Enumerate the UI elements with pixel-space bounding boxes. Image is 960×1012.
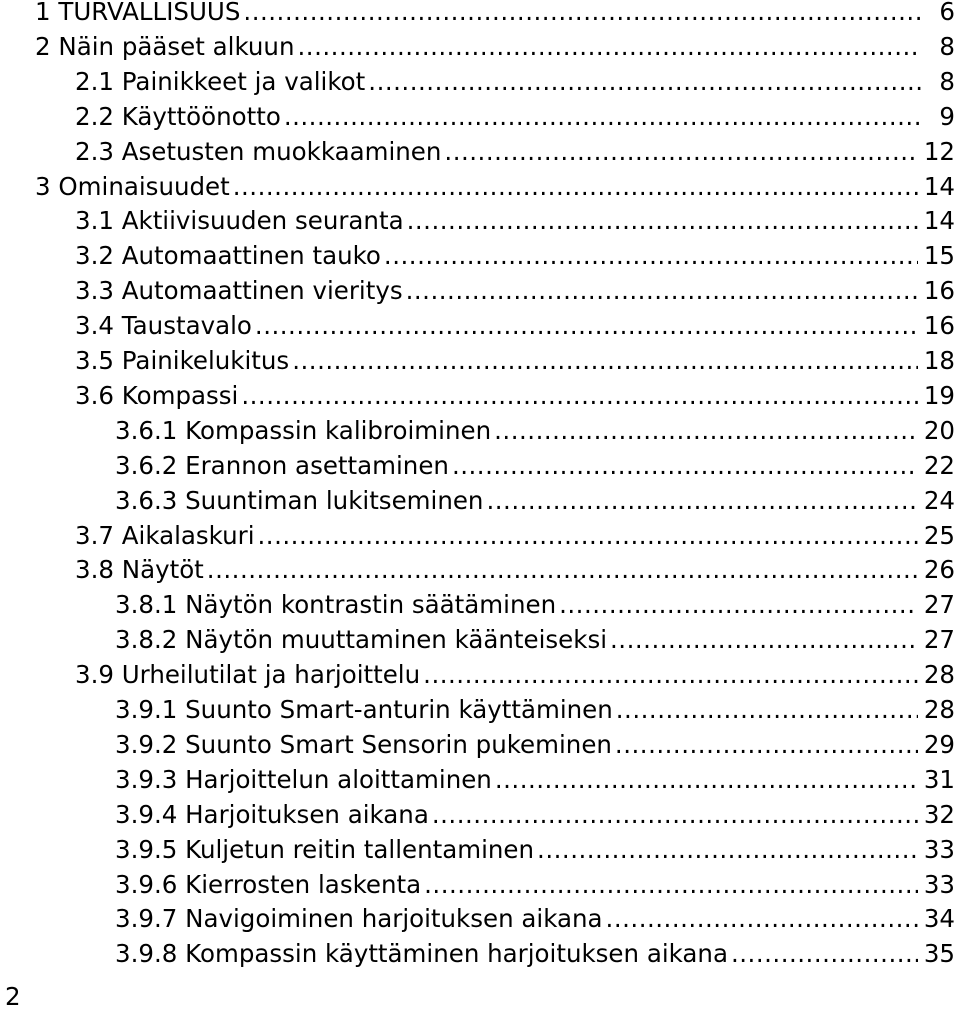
toc-entry-page: 8 [939,66,955,96]
dot-leader [452,451,918,481]
toc-entry-title: 2.1 Painikkeet ja valikot [75,66,366,96]
toc-entry-page: 33 [923,834,955,864]
toc-entry[interactable] [115,416,955,446]
toc-entry[interactable] [75,67,955,97]
toc-entry[interactable] [115,590,955,620]
toc-entry-page: 15 [923,241,955,271]
toc-entry-page: 22 [923,450,955,480]
dot-leader [537,835,918,865]
toc-entry[interactable] [115,695,955,725]
toc-entry[interactable] [115,765,955,795]
toc-entry[interactable] [75,521,955,551]
toc-entry[interactable] [75,311,955,341]
toc-entry[interactable] [115,939,955,969]
toc-entry-title: 3.3 Automaattinen vieritys [75,276,403,306]
dot-leader [444,137,917,167]
toc-entry-page: 27 [923,625,955,655]
toc-entry[interactable] [75,206,955,236]
toc-entry[interactable] [75,346,955,376]
dot-leader [368,67,921,97]
dot-leader [615,730,918,760]
toc-entry[interactable] [75,276,955,306]
toc-entry[interactable] [115,451,955,481]
toc-entry-page: 6 [939,0,955,26]
dot-leader [258,521,918,551]
toc-entry[interactable] [35,0,955,27]
toc-entry[interactable] [115,486,955,516]
toc-entry-page: 34 [923,904,955,934]
toc-entry[interactable] [75,555,955,585]
toc-entry-page: 24 [923,485,955,515]
toc-entry-page: 26 [923,555,955,585]
toc-entry[interactable] [115,800,955,830]
toc-entry-title: 3.5 Painikelukitus [75,346,290,375]
toc-entry-title: 3.6 Kompassi [75,380,239,410]
dot-leader [559,590,918,620]
dot-leader [610,625,918,655]
toc-entry-page: 27 [923,590,955,620]
toc-entry-page: 9 [939,101,955,131]
toc-entry-title: 3.9.1 Suunto Smart-anturin käyttäminen [115,695,613,724]
toc-entry[interactable] [115,730,955,760]
toc-entry-page: 19 [923,380,955,410]
toc-entry-page: 29 [923,729,955,759]
toc-entry[interactable] [115,835,955,865]
dot-leader [432,800,918,830]
toc-entry-page: 28 [923,660,955,690]
toc-entry-title: 3.6.1 Kompassin kalibroiminen [115,415,492,445]
dot-leader [486,486,917,516]
toc-entry-title: 3.1 Aktiivisuuden seuranta [75,206,404,236]
dot-leader [284,102,921,132]
toc-entry-title: 3.9.8 Kompassin käyttäminen harjoituksen aikana [115,939,728,969]
dot-leader [255,311,918,341]
dot-leader [424,870,918,900]
toc-entry-page: 16 [923,276,955,306]
dot-leader [243,0,921,27]
toc-entry-page: 35 [923,939,955,969]
toc-entry-title: 1 TURVALLISUUS [35,0,241,26]
toc-entry-title: 3.4 Taustavalo [75,311,252,341]
toc-entry-title: 3.9.4 Harjoituksen aikana [115,799,429,829]
dot-leader [207,555,918,585]
toc-entry-title: 3.9 Urheilutilat ja harjoittelu [75,660,421,690]
dot-leader [495,765,918,795]
toc-entry-page: 8 [939,31,955,61]
dot-leader [616,695,918,725]
toc-entry[interactable] [115,870,955,900]
dot-leader [494,416,918,446]
toc-entry-page: 18 [923,346,955,375]
dot-leader [292,346,918,376]
toc-entry[interactable] [75,137,955,167]
toc-entry-title: 2 Näin pääset alkuun [35,31,295,61]
toc-entry-title: 3.9.6 Kierrosten laskenta [115,869,422,899]
dot-leader [407,206,918,236]
toc-entry-title: 2.2 Käyttöönotto [75,101,281,131]
dot-leader [406,276,918,306]
toc-entry-title: 3.7 Aikalaskuri [75,520,255,550]
toc-entry-title: 3.8.2 Näytön muuttaminen käänteiseksi [115,625,608,655]
page-number: 2 [5,982,21,1011]
toc-entry-title: 3.6.3 Suuntiman lukitseminen [115,485,484,515]
toc-entry-title: 2.3 Asetusten muokkaaminen [75,136,442,166]
dot-leader [233,172,918,202]
toc-entry-title: 3.2 Automaattinen tauko [75,241,381,271]
toc-entry-page: 31 [923,764,955,794]
toc-entry-title: 3.8 Näytöt [75,555,204,585]
dot-leader [384,241,918,271]
dot-leader [731,939,918,969]
toc-entry[interactable] [115,904,955,934]
toc-entry-title: 3.9.2 Suunto Smart Sensorin pukeminen [115,729,612,759]
toc-entry[interactable] [75,660,955,690]
toc-entry-page: 33 [923,869,955,899]
toc-entry-page: 32 [923,799,955,829]
toc-entry-title: 3.9.7 Navigoiminen harjoituksen aikana [115,904,603,934]
toc-entry-page: 12 [923,136,955,166]
toc-entry[interactable] [35,172,955,202]
toc-entry[interactable] [35,32,955,62]
toc-entry-page: 28 [923,695,955,724]
dot-leader [423,660,918,690]
toc-entry-title: 3.9.3 Harjoittelun aloittaminen [115,764,492,794]
toc-entry[interactable] [75,102,955,132]
toc-entry-title: 3 Ominaisuudet [35,171,230,201]
toc-entry-title: 3.9.5 Kuljetun reitin tallentaminen [115,834,535,864]
dot-leader [298,32,922,62]
toc-entry[interactable] [75,381,955,411]
toc-entry-title: 3.8.1 Näytön kontrastin säätäminen [115,590,557,620]
toc-entry-page: 25 [923,520,955,550]
dot-leader [241,381,917,411]
toc-entry-page: 16 [923,311,955,341]
toc-entry[interactable] [75,241,955,271]
toc-entry-page: 20 [923,415,955,445]
toc-entry[interactable] [115,625,955,655]
toc-entry-title: 3.6.2 Erannon asettaminen [115,450,449,480]
toc-entry-page: 14 [923,206,955,236]
toc-entry-page: 14 [923,171,955,201]
dot-leader [606,904,918,934]
